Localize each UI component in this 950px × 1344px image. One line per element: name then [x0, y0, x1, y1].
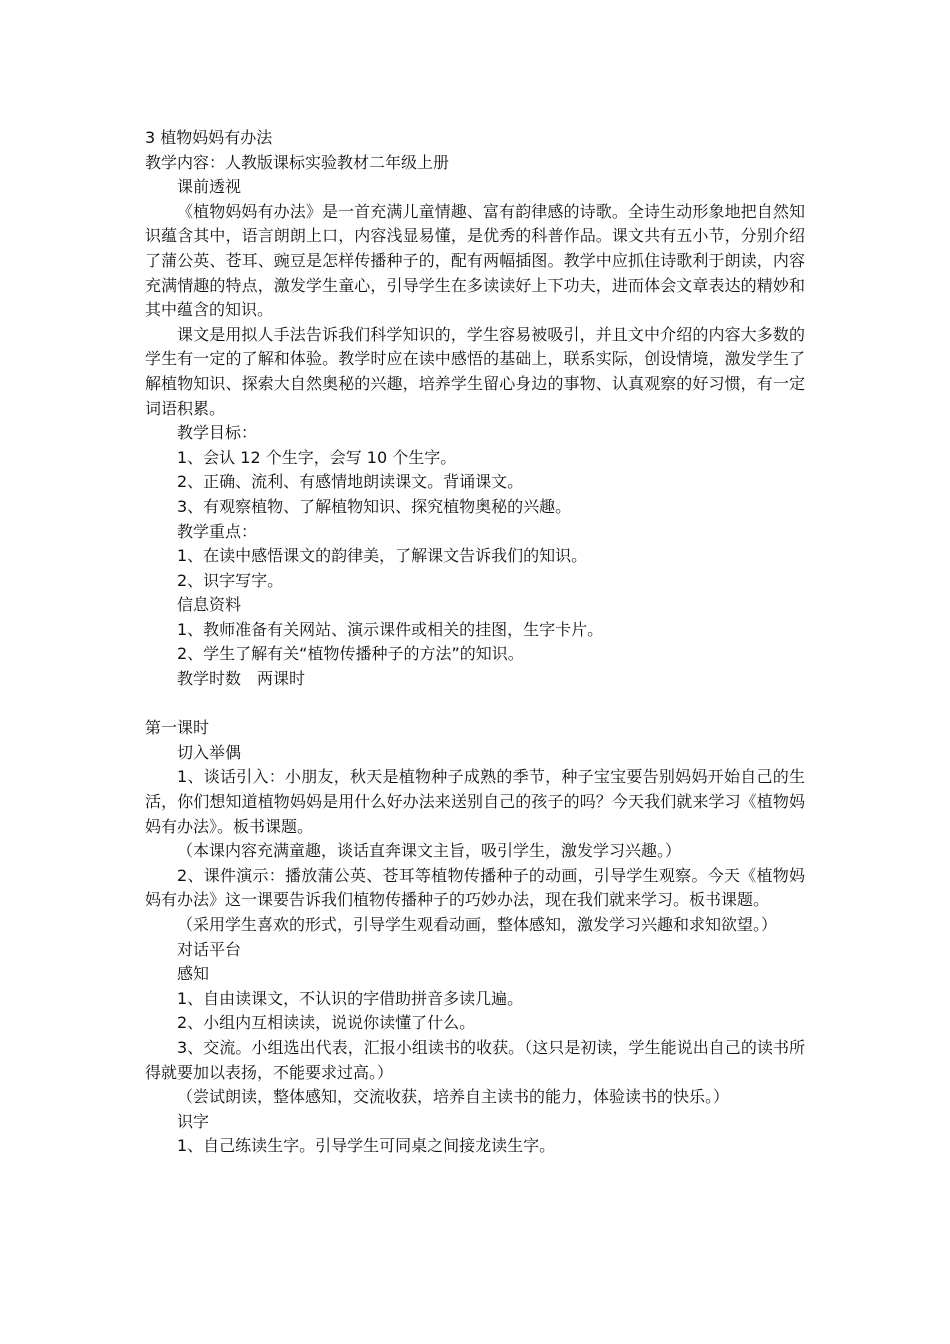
literacy-heading: 识字 [177, 1111, 210, 1131]
perceive-note: （尝试朗读，整体感知，交流收获，培养自主读书的能力，体验读书的快乐。） [177, 1087, 730, 1107]
intro-note-1: （本课内容充满童趣，谈话直奔课文主旨，吸引学生，激发学习兴趣。） [177, 841, 682, 861]
goal-item: 3、有观察植物、了解植物知识、探究植物奥秘的兴趣。 [177, 496, 572, 516]
goal-item: 2、正确、流利、有感情地朗读课文。背诵课文。 [177, 472, 524, 492]
perceive-item: 1、自由读课文，不认识的字借助拼音多读几遍。 [177, 988, 524, 1008]
perceive-paragraph-3: 3、交流。小组选出代表，汇报小组读书的收获。（这只是初读，学生能说出自己的读书所得就要加以表扬，不能要求过高。） [145, 1037, 805, 1082]
focus-heading: 教学重点： [177, 521, 258, 541]
perceive-heading: 感知 [177, 964, 210, 984]
intro-heading: 切入举偶 [177, 742, 242, 762]
intro-paragraph-1: 1、谈话引入：小朋友，秋天是植物种子成熟的季节，种子宝宝要告别妈妈开始自己的生活，你们想知道植物妈妈是用什么好办法来送别自己的孩子的吗？今天我们就来学习《植物妈妈有办法》。板书课题。 [145, 767, 805, 836]
resource-item: 1、教师准备有关网站、演示课件或相关的挂图，生字卡片。 [177, 619, 604, 639]
focus-item: 1、在读中感悟课文的韵律美，了解课文告诉我们的知识。 [177, 546, 588, 566]
preview-heading: 课前透视 [177, 177, 242, 197]
preview-paragraph-1: 《植物妈妈有办法》是一首充满儿童情趣、富有韵律感的诗歌。全诗生动形象地把自然知识蕴含其中，语言朗朗上口，内容浅显易懂，是优秀的科普作品。课文共有五小节，分别介绍了蒲公英、苍耳、豌豆是怎样传播种子的，配有两幅插图。教学中应抓住诗歌利于朗读，内容充满情趣的特点，激发学生童心，引导学生在多读读好上下功夫，进而体会文章表达的精妙和其中蕴含的知识。 [145, 201, 805, 320]
resources-heading: 信息资料 [177, 595, 242, 615]
goal-item: 1、会认 12 个生字，会写 10 个生字。 [177, 447, 457, 467]
document-page [145, 126, 805, 1159]
literacy-paragraph-1: 1、自己练读生字。引导学生可同桌之间接龙读生字。 [177, 1136, 556, 1156]
blank-line [145, 692, 805, 717]
intro-note-2: （采用学生喜欢的形式，引导学生观看动画，整体感知，激发学习兴趣和求知欲望。） [177, 915, 778, 934]
preview-paragraph-2: 课文是用拟人手法告诉我们科学知识的，学生容易被吸引，并且文中介绍的内容大多数的学生有一定的了解和体验。教学时应在读中感悟的基础上，联系实际，创设情境，激发学生了解植物知识、探索大自然奥秘的兴趣，培养学生留心身边的事物、认真观察的好习惯，有一定词语积累。 [145, 324, 805, 418]
focus-item: 2、识字写字。 [177, 570, 284, 590]
dialog-heading: 对话平台 [177, 939, 242, 959]
teaching-hours: 教学时数 两课时 [177, 669, 306, 689]
doc-title: 3 植物妈妈有办法 [145, 128, 273, 147]
perceive-item: 2、小组内互相读读，说说你读懂了什么。 [177, 1013, 476, 1033]
resource-item: 2、学生了解有关“植物传播种子的方法”的知识。 [177, 644, 524, 664]
lesson1-heading: 第一课时 [145, 718, 210, 738]
intro-paragraph-2: 2、课件演示：播放蒲公英、苍耳等植物传播种子的动画，引导学生观察。今天《植物妈妈有办法》这一课要告诉我们植物传播种子的巧妙办法，现在我们就来学习。板书课题。 [145, 865, 805, 910]
goals-heading: 教学目标： [177, 423, 258, 443]
content-line: 教学内容：人教版课标实验教材二年级上册 [145, 152, 450, 172]
